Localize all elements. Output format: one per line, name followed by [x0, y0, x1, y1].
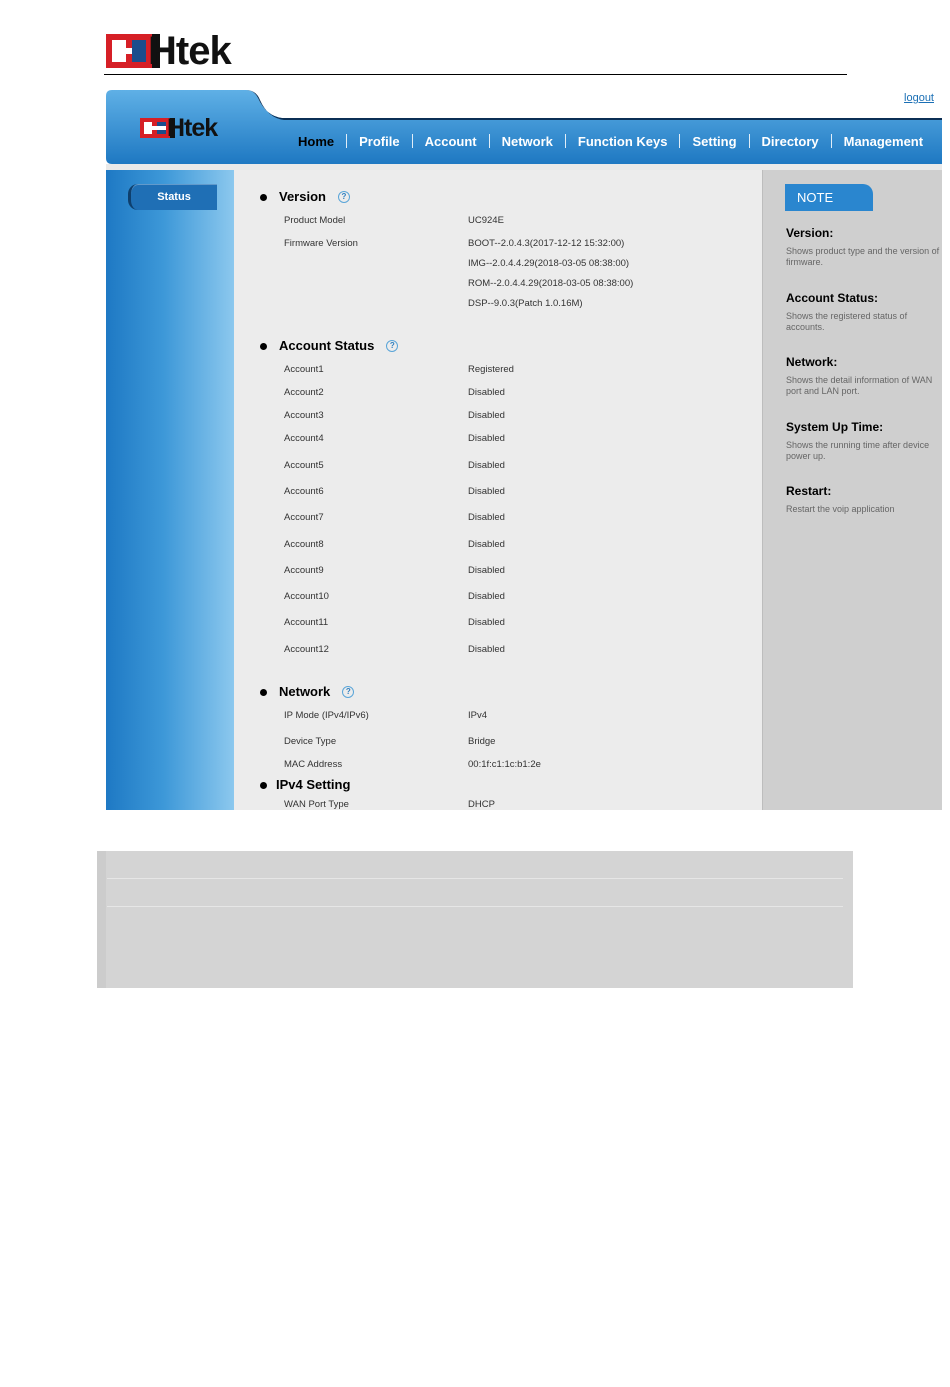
help-icon[interactable]: ? [338, 191, 350, 203]
device-type-value: Bridge [468, 736, 496, 747]
help-icon[interactable]: ? [342, 686, 354, 698]
network-title: Network [279, 684, 331, 699]
nav-separator [749, 134, 750, 148]
account-label: Account6 [284, 486, 324, 497]
account-state: Disabled [468, 512, 505, 523]
account-state: Disabled [468, 617, 505, 628]
note-body: Shows the detail information of WAN port and LAN port. [786, 375, 933, 396]
account-state: Registered [468, 364, 514, 375]
nav-function-keys[interactable]: Function Keys [577, 133, 668, 149]
note-heading: Network: [786, 355, 838, 369]
help-icon[interactable]: ? [386, 340, 398, 352]
blank-table-block [97, 851, 853, 988]
firmware-version-label: Firmware Version [284, 238, 358, 249]
nav-profile[interactable]: Profile [359, 133, 400, 149]
note-heading: Restart: [786, 484, 832, 498]
account-state: Disabled [468, 644, 505, 655]
ipv4-title: IPv4 Setting [276, 777, 351, 792]
mac-address-label: MAC Address [284, 759, 343, 770]
firmware-value: BOOT--2.0.4.3(2017-12-12 15:32:00) [468, 238, 625, 249]
account-label: Account5 [284, 460, 324, 471]
nav-separator [412, 134, 413, 148]
note-heading: Account Status: [786, 291, 879, 305]
account-state: Disabled [468, 486, 505, 497]
blank-table-edge [97, 851, 106, 988]
note-body: Shows the registered status of accounts. [786, 311, 908, 332]
network-section-title [279, 684, 354, 699]
sidebar [106, 170, 234, 810]
nav-setting[interactable]: Setting [692, 133, 737, 149]
account-label: Account2 [284, 387, 324, 398]
version-title: Version [279, 189, 326, 204]
status-content [234, 170, 762, 810]
account-state: Disabled [468, 565, 505, 576]
account-label: Account9 [284, 565, 324, 576]
nav-management[interactable]: Management [843, 133, 924, 149]
product-model-label: Product Model [284, 215, 346, 226]
note-panel [762, 170, 942, 810]
table-divider [107, 878, 843, 879]
product-model-value: UC924E [468, 215, 504, 226]
ipv4-section-title [276, 777, 350, 792]
version-section-title [279, 189, 350, 204]
ip-mode-value: IPv4 [468, 710, 488, 721]
account-label: Account10 [284, 591, 329, 602]
account-state: Disabled [468, 433, 505, 444]
nav-separator [831, 134, 832, 148]
nav-separator [679, 134, 680, 148]
header [106, 90, 942, 164]
note-body: Shows product type and the version of firmware. [786, 246, 940, 267]
account-state: Disabled [468, 387, 505, 398]
note-tab: NOTE [785, 184, 873, 211]
web-ui-screenshot [106, 90, 942, 810]
document-rule [104, 74, 847, 75]
sidebar-item-status[interactable]: Status [128, 184, 217, 210]
note-body: Restart the voip application [786, 504, 895, 514]
table-divider [107, 906, 843, 907]
wan-port-type-label: WAN Port Type [284, 799, 349, 810]
bullet-icon [260, 194, 267, 201]
nav-account[interactable]: Account [424, 133, 477, 149]
mac-address-value: 00:1f:c1:1c:b1:2e [468, 759, 541, 770]
nav-directory[interactable]: Directory [761, 133, 819, 149]
account-state: Disabled [468, 539, 505, 550]
device-type-label: Device Type [284, 736, 337, 747]
nav-network[interactable]: Network [501, 133, 553, 149]
note-heading: Version: [786, 226, 834, 240]
account-state: Disabled [468, 591, 505, 602]
app-brand-name: Htek [167, 114, 218, 142]
nav-separator [346, 134, 347, 148]
account-state: Disabled [468, 410, 505, 421]
note-heading: System Up Time: [786, 420, 884, 434]
main-nav [286, 130, 935, 152]
account-label: Account12 [284, 644, 329, 655]
note-body: Shows the running time after device power up. [786, 440, 930, 461]
account-status-title: Account Status [279, 338, 375, 353]
app-logo [140, 116, 240, 140]
bullet-icon [260, 782, 267, 789]
account-label: Account3 [284, 410, 324, 421]
wan-port-type-value: DHCP [468, 799, 495, 810]
bullet-icon [260, 343, 267, 350]
firmware-value: IMG--2.0.4.4.29(2018-03-05 08:38:00) [468, 258, 630, 269]
ip-mode-label: IP Mode (IPv4/IPv6) [284, 710, 369, 721]
account-label: Account1 [284, 364, 324, 375]
account-label: Account8 [284, 539, 324, 550]
bullet-icon [260, 689, 267, 696]
account-status-section-title [279, 338, 398, 353]
firmware-value: ROM--2.0.4.4.29(2018-03-05 08:38:00) [468, 278, 634, 289]
account-label: Account4 [284, 433, 324, 444]
account-label: Account7 [284, 512, 324, 523]
firmware-value: DSP--9.0.3(Patch 1.0.16M) [468, 298, 583, 309]
account-label: Account11 [284, 617, 329, 628]
document-logo [106, 29, 266, 73]
nav-separator [565, 134, 566, 148]
nav-home[interactable]: Home [298, 133, 335, 149]
logout-link[interactable]: logout [904, 92, 934, 104]
brand-name: Htek [148, 29, 231, 73]
nav-separator [489, 134, 490, 148]
account-state: Disabled [468, 460, 505, 471]
